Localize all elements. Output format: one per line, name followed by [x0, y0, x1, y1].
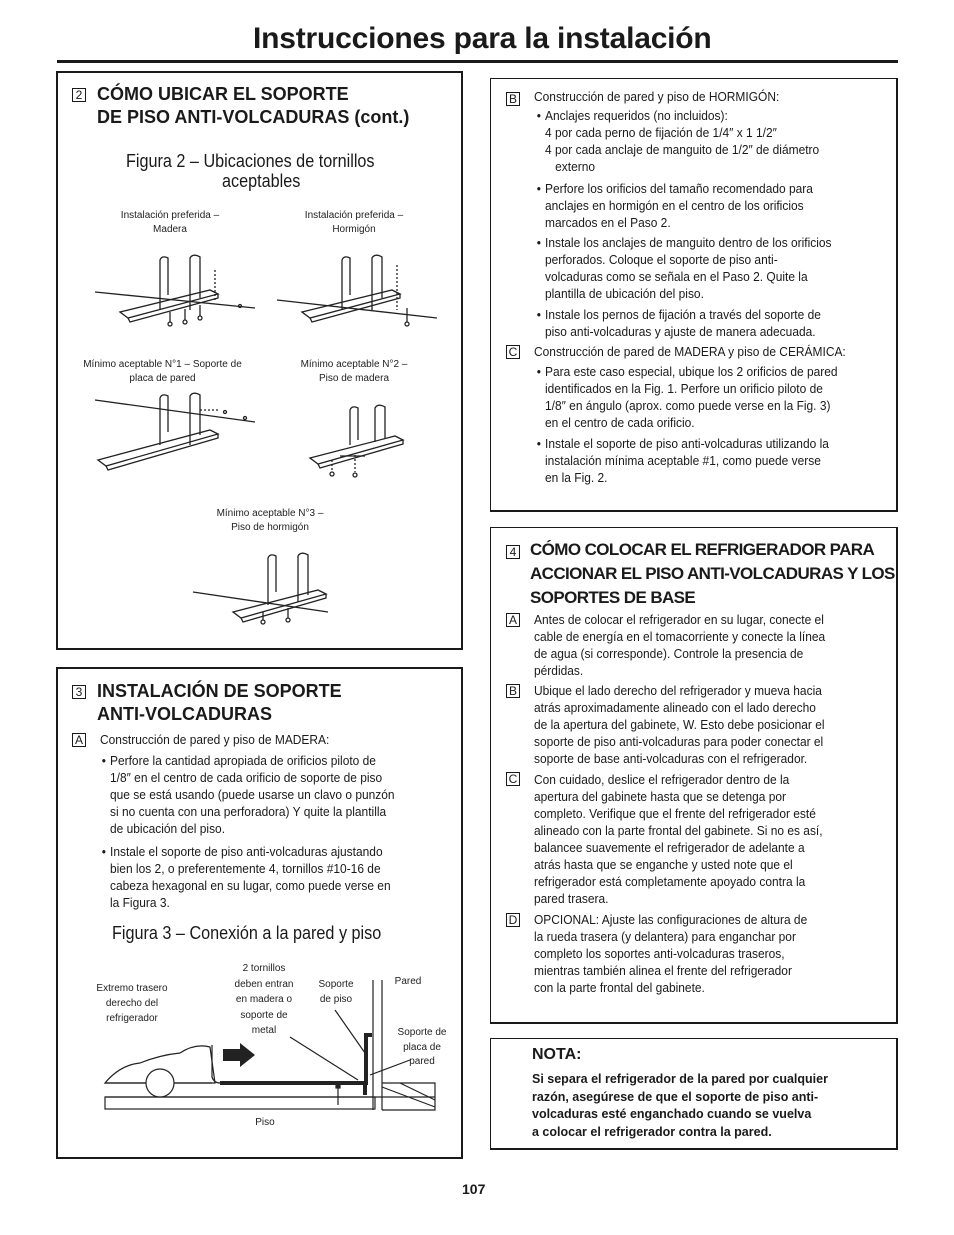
section-2-number: 2: [72, 88, 86, 102]
label-hormigon: Instalación preferida – Hormigón: [304, 210, 404, 235]
section-4-title: CÓMO COLOCAR EL REFRIGERADOR PARA ACCIONAR EL PISO ANTI-VOLCADURAS Y LOS SOPORTES DE BASE: [530, 540, 895, 607]
page-title: Instrucciones para la instalación: [253, 22, 712, 55]
fig3-label-extremo: Extremo trasero derecho del refrigerador: [96, 983, 168, 1024]
fig3-label-soporte-placa: Soporte de placa de pared: [397, 1027, 447, 1067]
section-3-title-line1: INSTALACIÓN DE SOPORTE: [97, 681, 342, 701]
figure-3-drawing: [100, 975, 440, 1115]
fig3-label-tornillos: 2 tornillos deben entran en madera o soporte de metal: [234, 963, 294, 1036]
section-4-d-letter: D: [506, 913, 520, 927]
bracket-drawing-min3: [188, 550, 358, 635]
section-3-number: 3: [72, 685, 86, 699]
section-4-c-letter: C: [506, 772, 520, 786]
section-b-letter: B: [506, 92, 520, 106]
bracket-drawing-madera: [90, 250, 260, 335]
fig3-label-soporte-piso: Soporte de piso: [318, 979, 354, 1005]
section-4-number: 4: [506, 545, 520, 559]
section-4-b-text: Ubique el lado derecho del refrigerador y mueva hacia atrás aproximadamente alineado con el lado derecho de la apertura del gabinete, W. Esto debe posicionar el soporte de piso anti-volcaduras para poder conectar el soporte de base anti-volcaduras con el refrigerador.: [534, 683, 825, 766]
section-b-heading: Construcción de pared y piso de HORMIGÓN:: [534, 89, 780, 104]
section-3-a-letter: A: [72, 733, 86, 747]
label-min2: Mínimo aceptable N°2 – Piso de madera: [300, 359, 408, 384]
bracket-drawing-hormigon: [272, 250, 442, 335]
title-rule: [57, 60, 898, 63]
section-3-bullet-1: • Perfore la cantidad apropiada de orificios piloto de 1/8″ en el centro de cada orificio de soporte de piso que se está usando (puede usarse un clavo o punzón si no cuenta con una perforadora) Y quite la plantilla de ubicación del piso.: [110, 752, 395, 837]
label-madera: Instalación preferida – Madera: [120, 210, 220, 235]
section-b-bullet-1: • Anclajes requeridos (no incluidos): 4 por cada perno de fijación de 1/4″ x 1 1/2″ 4 por cada anclaje de manguito de 1/2″ de diámetro externo: [545, 107, 819, 175]
section-b-bullet-3: • Instale los anclajes de manguito dentro de los orificios perforados. Coloque el soporte de piso anti- volcaduras como se señala en el Paso 2. Quite la plantilla de ubicación del piso.: [545, 234, 832, 302]
bracket-drawing-min2: [300, 400, 430, 485]
section-4-a-text: Antes de colocar el refrigerador en su lugar, conecte el cable de energía en el tomacorriente y conecte la línea de agua (si corresponde). Controle la presencia de pérdidas.: [534, 612, 826, 678]
figure-3-caption: Figura 3 – Conexión a la pared y piso: [112, 923, 382, 943]
section-b-bullet-2: • Perfore los orificios del tamaño recomendado para anclajes en hormigón en el centro de los orificios marcados en el Paso 2.: [545, 180, 813, 231]
label-min3: Mínimo aceptable N°3 – Piso de hormigón: [216, 508, 324, 533]
nota-title: NOTA:: [532, 1046, 582, 1063]
bracket-drawing-min1: [90, 390, 260, 475]
section-c-bullet-1: • Para este caso especial, ubique los 2 orificios de pared identificados en la Fig. 1. Perfore un orificio piloto de 1/8″ en ángulo (aprox. como puede verse en la Fig. 3) en el centro de cada orificio.: [545, 363, 838, 431]
label-min1: Mínimo aceptable N°1 – Soporte de placa de pared: [83, 359, 242, 384]
figure-2-caption-line2: aceptables: [222, 171, 301, 191]
section-4-c-text: Con cuidado, deslice el refrigerador dentro de la apertura del gabinete hasta que se detenga por completo. Verifique que el frente del refrigerador esté alineado con la parte frontal del gabinete. Si no es así, balancee suavemente el refrigerador de adelante a atrás hasta que se enganche y usted note que el refrigerador está completamente apoyado contra la pared trasera.: [534, 772, 823, 906]
section-c-heading: Construcción de pared de MADERA y piso de CERÁMICA:: [534, 344, 846, 359]
section-2-title-line1: CÓMO UBICAR EL SOPORTE: [97, 84, 349, 104]
page-number: 107: [462, 1181, 486, 1197]
section-3-bullet-2: • Instale el soporte de piso anti-volcaduras ajustando bien los 2, o preferentemente 4, tornillos #10-16 de cabeza hexagonal en su lugar, como puede verse en la Figura 3.: [110, 843, 391, 911]
nota-text: Si separa el refrigerador de la pared por cualquier razón, asegúrese de que el soporte de piso anti- volcaduras esté enganchado cuando se vuelva a colocar el refrigerador contra la pared.: [532, 1072, 828, 1139]
section-4-d-text: OPCIONAL: Ajuste las configuraciones de altura de la rueda trasera (y delantera) para enganchar por completo los soportes anti-volcaduras traseros, mientras también alinea el frente del refrigerador con la parte frontal del gabinete.: [534, 912, 808, 995]
section-b-bullet-4: • Instale los pernos de fijación a través del soporte de piso anti-volcaduras y ajuste de manera adecuada.: [545, 306, 821, 340]
section-c-letter: C: [506, 345, 520, 359]
fig3-label-pared: Pared: [394, 976, 422, 987]
figure-2-caption-line1: Figura 2 – Ubicaciones de tornillos: [126, 151, 375, 171]
section-4-a-letter: A: [506, 613, 520, 627]
section-4-b-letter: B: [506, 684, 520, 698]
fig3-label-piso: Piso: [255, 1117, 275, 1128]
section-3-title-line2: ANTI-VOLCADURAS: [97, 704, 272, 724]
section-c-bullet-2: • Instale el soporte de piso anti-volcaduras utilizando la instalación mínima aceptable #1, como puede verse en la Fig. 2.: [545, 435, 829, 486]
section-3-a-heading: Construcción de pared y piso de MADERA:: [100, 732, 330, 747]
section-2-title-line2: DE PISO ANTI-VOLCADURAS (cont.): [97, 107, 410, 127]
